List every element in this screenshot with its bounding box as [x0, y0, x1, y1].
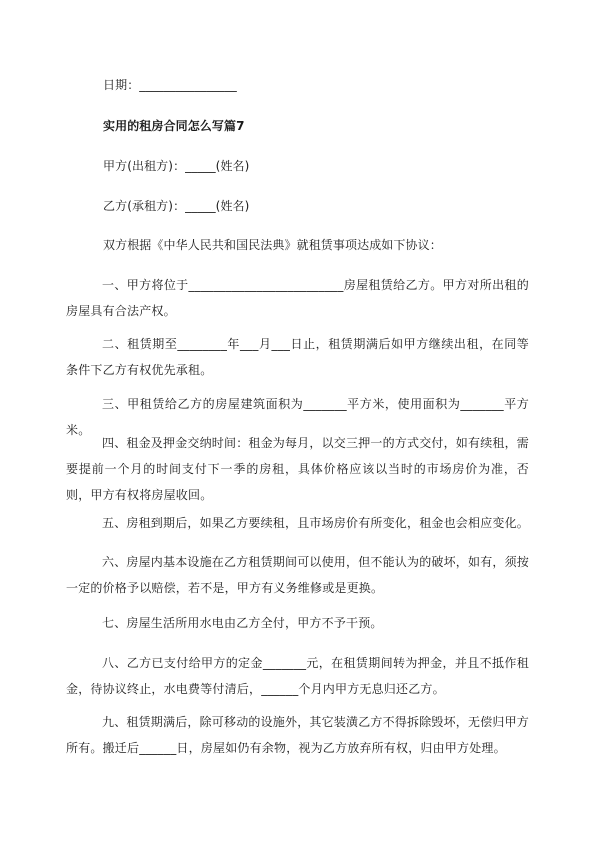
- party-b-line: 乙方(承租方)：_____(姓名): [103, 199, 250, 213]
- clause-2-text: 二、租赁期至________年___月___日止，租赁期满后如甲方继续出租，在同等条件下乙方有权优先承租。: [66, 337, 529, 377]
- intro-paragraph: 双方根据《中华人民共和国民法典》就租赁事项达成如下协议：: [103, 238, 442, 252]
- clause-7: [66, 610, 529, 636]
- clause-6: [66, 549, 529, 601]
- clause-1-text: 一、甲方将位于_________________________房屋租赁给乙方。甲方对所出租的房屋具有合法产权。: [66, 278, 529, 318]
- party-a-line: 甲方(出租方)：_____(姓名): [103, 159, 250, 173]
- clause-9: [66, 709, 529, 761]
- clause-5: [66, 510, 529, 536]
- clause-3-text: 三、甲租赁给乙方的房屋建筑面积为_______平方米，使用面积为_______平方米。: [66, 397, 529, 437]
- clause-1: [66, 272, 529, 324]
- clause-4-text: 四、租金及押金交纳时间：租金为每月，以交三押一的方式交付，如有续租，需要提前一个月的时间支付下一季的房租，具体价格应该以当时的市场房价为准，否则，甲方有权将房屋收回。: [66, 436, 530, 502]
- clause-6-text: 六、房屋内基本设施在乙方租赁期间可以使用，但不能认为的破坏，如有，须按一定的价格予以赔偿，若不是，甲方有义务维修或是更换。: [66, 555, 530, 595]
- clause-4: [66, 430, 529, 508]
- clause-8-text: 八、乙方已支付给甲方的定金_______元，在租赁期间转为押金，并且不抵作租金，待协议终止，水电费等付清后，______个月内甲方无息归还乙方。: [66, 656, 529, 696]
- clause-9-text: 九、租赁期满后，除可移动的设施外，其它装潢乙方不得拆除毁坏，无偿归甲方所有。搬迁后______日，房屋如仍有余物，视为乙方放弃所有权，归由甲方处理。: [66, 715, 530, 755]
- document-title: 实用的租房合同怎么写篇7: [103, 119, 245, 133]
- clause-8: [66, 650, 529, 702]
- clause-2: [66, 331, 529, 383]
- clause-7-text: 七、房屋生活所用水电由乙方全付，甲方不予干预。: [102, 616, 383, 630]
- date-line: 日期：________________: [103, 78, 237, 92]
- clause-5-text: 五、房租到期后，如果乙方要续租，且市场房价有所变化，租金也会相应变化。: [102, 516, 530, 530]
